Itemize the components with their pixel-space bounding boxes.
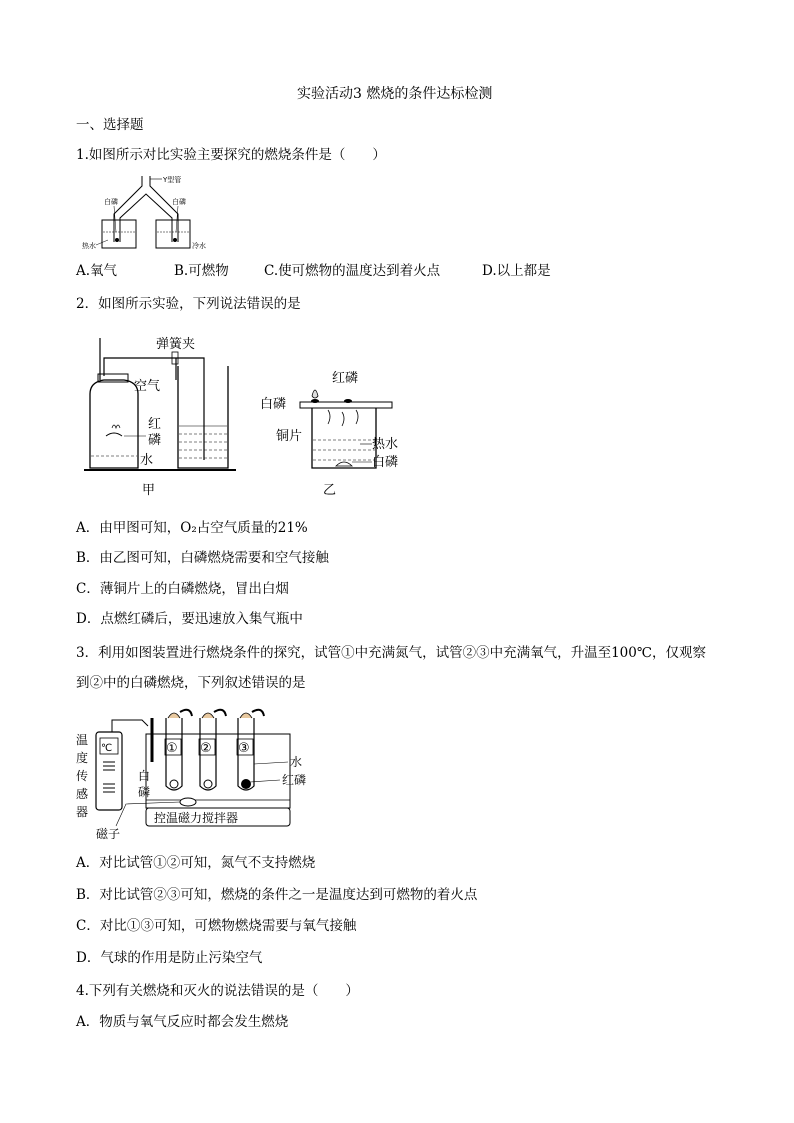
q3-sensor-char: 温	[76, 733, 89, 747]
q2-air-label: 空气	[134, 379, 161, 394]
q3-water-label: 水	[290, 755, 303, 769]
q1-option-d: D.以上都是	[482, 263, 551, 279]
q1-hot-label: 热水	[82, 242, 96, 250]
q2-red-label: 红	[148, 417, 162, 432]
q1-option-a: A.氧气	[76, 263, 118, 279]
q2-copper-label: 铜片	[276, 429, 303, 444]
q3-magnet-label: 磁子	[96, 827, 121, 841]
q2-figure	[80, 330, 420, 502]
q1-right-label: 白磷	[172, 198, 186, 206]
q1-options	[76, 262, 776, 280]
q3-sensor-char: 感	[76, 787, 89, 801]
q1-left-label: 白磷	[104, 198, 118, 206]
q1-stem: 1.如图所示对比实验主要探究的燃烧条件是（ ）	[76, 147, 386, 163]
q3-stem-line2: 到②中的白磷燃烧，下列叙述错误的是	[76, 675, 306, 691]
q3-sensor-char: 度	[76, 751, 89, 765]
q2-option-d: D．点燃红磷后，要迅速放入集气瓶中	[76, 611, 303, 627]
q1-cold-label: 冷水	[192, 242, 206, 250]
q1-tube-label: Y型管	[163, 176, 182, 184]
q2-option-a: A．由甲图可知，O₂占空气质量的21%	[76, 520, 308, 536]
q2-hot-water-label: 热水	[372, 437, 399, 452]
q3-stirrer-label: 控温磁力搅拌器	[154, 811, 239, 825]
q2-clip-label: 弹簧夹	[156, 337, 196, 352]
section-heading: 一、选择题	[76, 117, 144, 133]
q3-unit-label: ℃	[101, 743, 113, 754]
q1-option-c: C.使可燃物的温度达到着火点	[264, 263, 441, 279]
q3-red-p-label: 红磷	[282, 773, 307, 787]
q3-option-b: B．对比试管②③可知，燃烧的条件之一是温度达到可燃物的着火点	[76, 887, 478, 903]
q2-caption-a: 甲	[142, 483, 156, 498]
q3-tube-label: ②	[200, 741, 212, 756]
q1-figure	[80, 172, 220, 256]
q2-white-p2-label: 白磷	[372, 455, 399, 470]
q4-option-a: A．物质与氧气反应时都会发生燃烧	[76, 1014, 289, 1030]
q3-option-a: A．对比试管①②可知，氮气不支持燃烧	[76, 855, 316, 871]
q2-stem: 2．如图所示实验，下列说法错误的是	[76, 296, 301, 312]
q2-red-p-label: 红磷	[332, 371, 359, 386]
q3-stem-line1: 3．利用如图装置进行燃烧条件的探究，试管①中充满氮气，试管②③中充满氧气，升温至100℃，仅观察	[76, 645, 706, 661]
q3-tube-label: ①	[166, 741, 178, 756]
q3-white-p-char: 磷	[138, 785, 151, 799]
q3-option-c: C．对比①③可知，可燃物燃烧需要与氧气接触	[76, 918, 357, 934]
q3-option-d: D．气球的作用是防止污染空气	[76, 950, 263, 966]
q2-option-c: C．薄铜片上的白磷燃烧，冒出白烟	[76, 581, 289, 597]
q3-white-p-char: 白	[138, 769, 151, 783]
q4-stem: 4.下列有关燃烧和灭火的说法错误的是（ ）	[76, 983, 359, 999]
q2-water-label: 水	[140, 453, 154, 468]
q2-caption-b: 乙	[323, 483, 337, 498]
q3-tube-label: ③	[238, 741, 250, 756]
q3-sensor-char: 器	[76, 805, 89, 819]
q1-option-b: B.可燃物	[174, 263, 229, 279]
q2-white-p-label: 白磷	[260, 397, 287, 412]
q3-figure	[76, 704, 316, 844]
q3-sensor-char: 传	[76, 769, 89, 783]
page-title: 实验活动3 燃烧的条件达标检测	[297, 86, 493, 102]
q2-phos-label: 磷	[148, 433, 162, 448]
q2-option-b: B．由乙图可知，白磷燃烧需要和空气接触	[76, 550, 329, 566]
